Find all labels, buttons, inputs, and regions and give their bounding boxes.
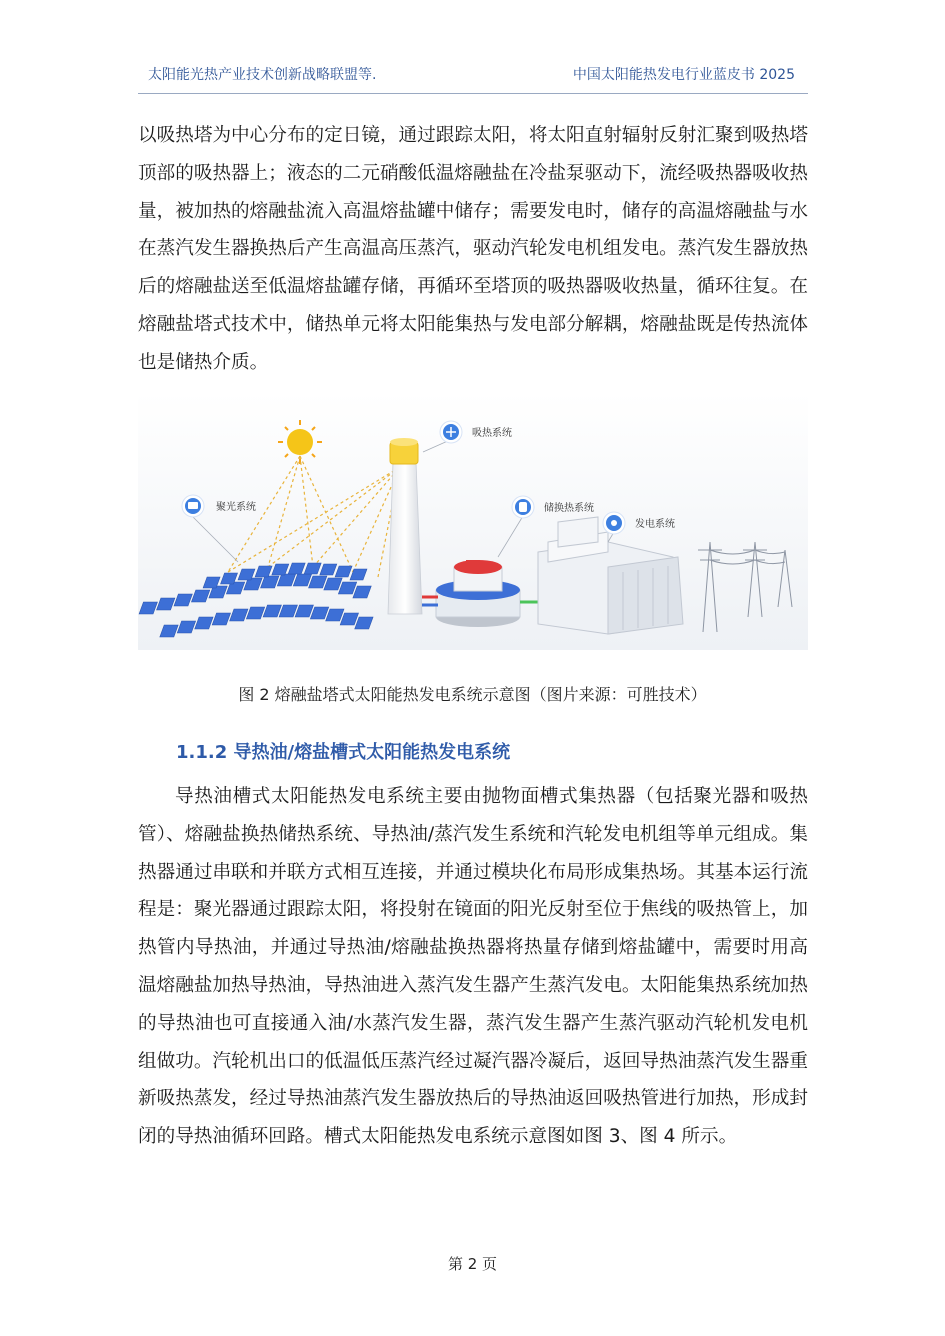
page-header (0, 0, 945, 94)
tower-csp-illustration (138, 392, 808, 650)
page-number: 第 2 页 (447, 1255, 498, 1273)
label-power: 发电系统 (635, 519, 675, 530)
header-right-text: 中国太阳能热发电行业蓝皮书 2025 (572, 67, 795, 83)
figure-caption: 图 2 熔融盐塔式太阳能热发电系统示意图（图片来源：可胜技术） (238, 685, 707, 704)
label-storage: 储换热系统 (544, 503, 594, 514)
section-heading: 1.1.2 导热油/熔盐槽式太阳能热发电系统 (176, 742, 511, 763)
header-left-text: 太阳能光热产业技术创新战略联盟等. (148, 67, 377, 83)
body-paragraph-2: 导热油槽式太阳能热发电系统主要由抛物面槽式集热器（包括聚光器和吸热管）、熔融盐换热储热系统、导热油/蒸汽发生系统和汽轮发电机组等单元组成。集热器通过串联和并联方式相互连接，并通过模块化布局形成集热场。其基本运行流程是：聚光器通过跟踪太阳，将投射在镜面的阳光反射至位于焦线的吸热管上，加热管内导热油，并通过导热油/熔融盐换热器将热量存储到熔盐罐中，需要时用高温熔融盐加热导热油，导热油进入蒸汽发生器产生蒸汽发电。太阳能集热系统加热的导热油也可直接通入油/水蒸汽发生器，蒸汽发生器产生蒸汽驱动汽轮机发电机组做功。汽轮机出口的低温低压蒸汽经过凝汽器冷凝后，返回导热油蒸汽发生器重新吸热蒸发，经过导热油蒸汽发生器放热后的导热油返回吸热管进行加热，形成封闭的导热油循环回路。槽式太阳能热发电系统示意图如图 3、图 4 所示。 (138, 786, 808, 1148)
label-absorber: 吸热系统 (472, 428, 512, 439)
figure-tower-csp-diagram (138, 392, 808, 650)
body-paragraph-1: 以吸热塔为中心分布的定日镜，通过跟踪太阳，将太阳直射辐射反射汇聚到吸热塔顶部的吸热器上；液态的二元硝酸低温熔融盐在冷盐泵驱动下，流经吸热器吸收热量，被加热的熔融盐流入高温熔盐罐中储存；需要发电时，储存的高温熔融盐与水在蒸汽发生器换热后产生高温高压蒸汽，驱动汽轮发电机组发电。蒸汽发生器放热后的熔融盐送至低温熔盐罐存储，再循环至塔顶的吸热器吸收热量，循环往复。在熔融盐塔式技术中，储热单元将太阳能集热与发电部分解耦，熔融盐既是传热流体也是储热介质。 (138, 125, 808, 373)
header-divider (138, 93, 808, 94)
label-concentrator: 聚光系统 (216, 502, 256, 513)
